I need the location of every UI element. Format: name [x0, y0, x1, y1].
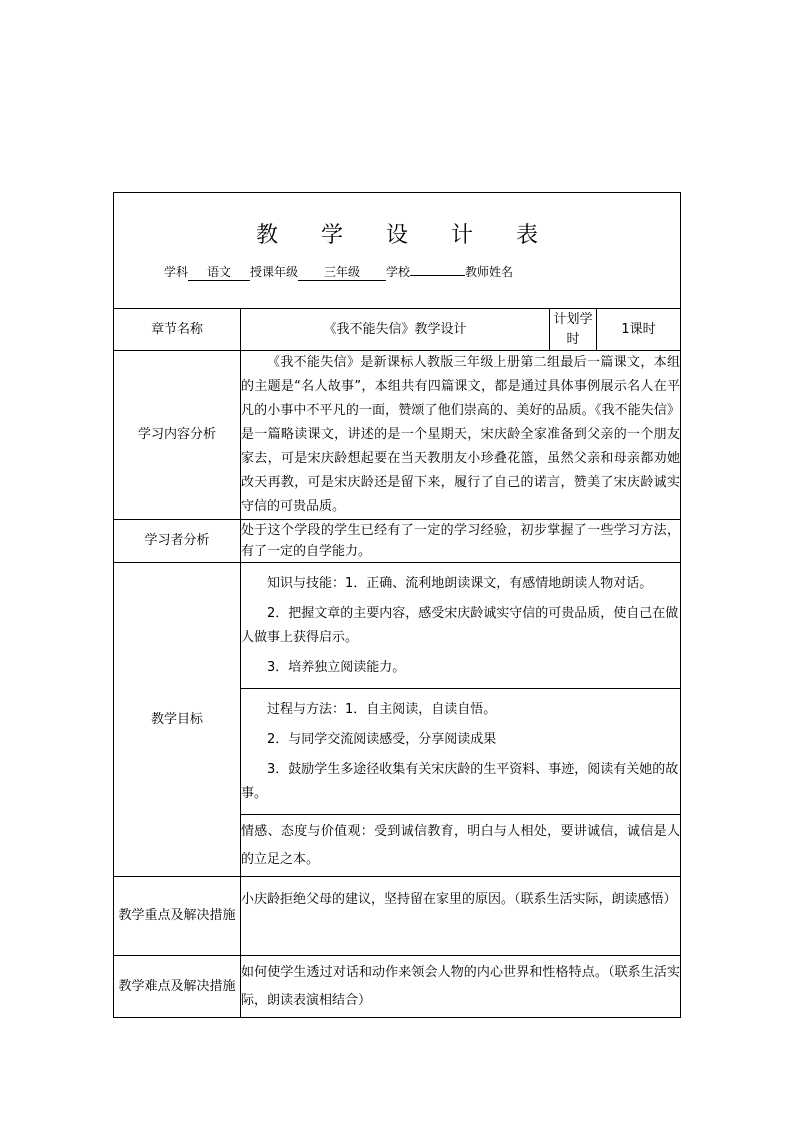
chapter-label: 章节名称 [114, 309, 241, 351]
learner-analysis-text: 处于这个学段的学生已经有了一定的学习经验，初步掌握了一些学习方法，有了一定的自学能力。 [241, 520, 681, 563]
knowledge-line-3: 3．培养独立阅读能力。 [267, 659, 406, 675]
school-label: 学校 [386, 264, 411, 279]
content-analysis-label: 学习内容分析 [114, 351, 241, 520]
hours-label: 计划学时 [550, 309, 597, 351]
objectives-process [241, 689, 681, 815]
document-title: 教 学 设 计 表 [256, 222, 556, 248]
difficulties-label: 教学难点及解决措施 [114, 956, 241, 1018]
key-points-text: 小庆龄拒绝父母的建议，坚持留在家里的原因。（联系生活实际，朗读感悟） [241, 877, 681, 956]
school-value [410, 275, 465, 276]
key-points-label: 教学重点及解决措施 [114, 877, 241, 956]
lesson-design-table [113, 192, 681, 1018]
knowledge-line-1: 知识与技能：1．正确、流利地朗读课文，有感情地朗读人物对话。 [267, 575, 653, 591]
process-line-3: 3．鼓励学生多途径收集有关宋庆龄的生平资料、事迹，阅读有关她的故事。 [241, 761, 679, 801]
objectives-emotion: 情感、态度与价值观：受到诚信教育，明白与人相处，要讲诚信，诚信是人的立足之本。 [241, 815, 681, 877]
difficulties-text: 如何使学生透过对话和动作来领会人物的内心世界和性格特点。（联系生活实际，朗读表演相结合） [241, 956, 681, 1018]
process-line-1: 过程与方法：1．自主阅读，自读自悟。 [267, 701, 497, 717]
objectives-label: 教学目标 [114, 563, 241, 877]
teacher-label: 教师姓名 [465, 264, 514, 279]
hours-value: 1课时 [597, 309, 681, 351]
objectives-knowledge [241, 563, 681, 689]
process-line-2: 2．与同学交流阅读感受，分享阅读成果 [267, 731, 497, 747]
subject-label: 学科 [164, 264, 189, 279]
learner-analysis-label: 学习者分析 [114, 520, 241, 563]
chapter-value: 《我不能失信》教学设计 [241, 309, 550, 351]
info-line [114, 263, 680, 281]
table-header [114, 193, 681, 309]
knowledge-line-2: 2．把握文章的主要内容，感受宋庆龄诚实守信的可贵品质，使自己在做人做事上获得启示。 [241, 605, 679, 645]
grade-label: 授课年级 [250, 264, 299, 279]
grade-value: 三年级 [298, 264, 386, 281]
subject-value: 语文 [188, 264, 250, 281]
content-analysis-text: 《我不能失信》是新课标人教版三年级上册第二组最后一篇课文，本组的主题是“名人故事”，本组共有四篇课文，都是通过具体事例展示名人在平凡的小事中不平凡的一面，赞颂了他们崇高的、美好的品质。《我不能失信》是一篇略读课文，讲述的是一个星期天，宋庆龄全家准备到父亲的一个朋友家去，可是宋庆龄想起要在当天教朋友小珍叠花篮，虽然父亲和母亲都劝她改天再教，可是宋庆龄还是留下来，履行了自己的诺言，赞美了宋庆龄诚实守信的可贵品质。 [241, 351, 681, 520]
